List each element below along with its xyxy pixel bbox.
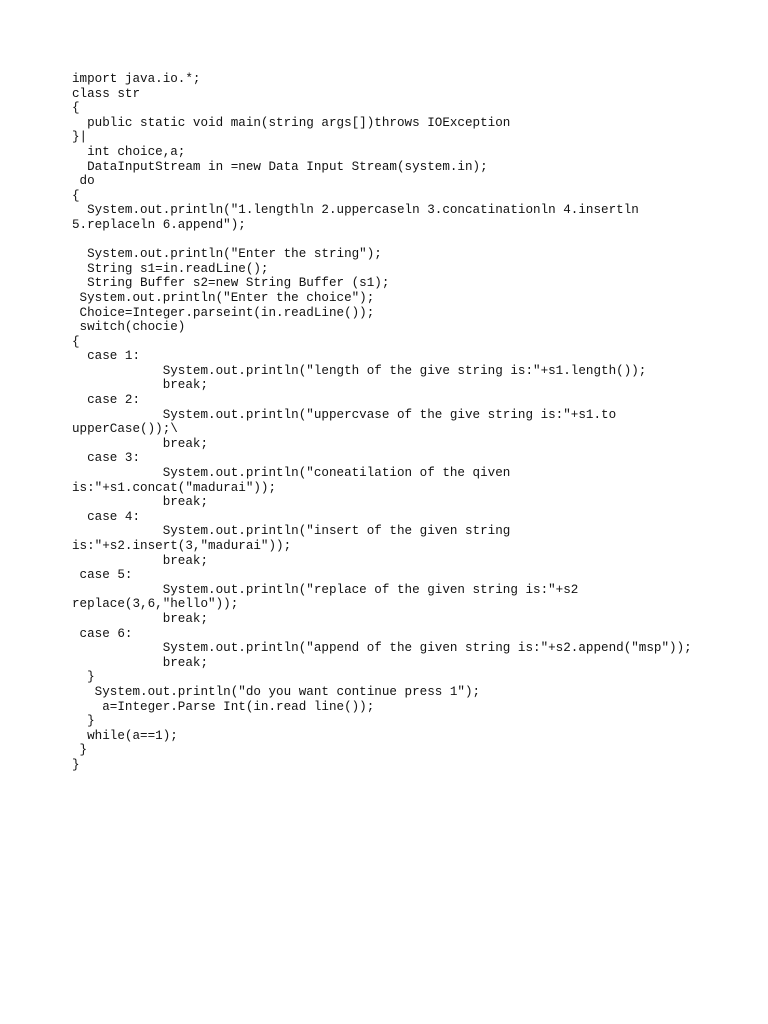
code-line: System.out.println("replace of the given string is:"+s2 xyxy=(72,582,579,597)
code-line: System.out.println("Enter the choice"); xyxy=(72,290,375,305)
code-line: { xyxy=(72,334,80,349)
code-line: case 3: xyxy=(72,451,141,466)
code-line: } xyxy=(72,714,95,729)
code-line: String Buffer s2=new String Buffer (s1); xyxy=(72,276,390,291)
code-line: break; xyxy=(72,378,209,393)
code-line: class str xyxy=(72,86,141,101)
code-line: System.out.println("length of the give string is:"+s1.length()); xyxy=(72,363,647,378)
code-line: System.out.println("insert of the given string xyxy=(72,524,511,539)
code-line: case 1: xyxy=(72,349,141,364)
code-line: case 5: xyxy=(72,568,133,583)
code-line: } xyxy=(72,743,88,758)
code-line: break; xyxy=(72,553,209,568)
code-listing xyxy=(72,72,752,773)
code-line: Choice=Integer.parseint(in.readLine()); xyxy=(72,305,375,320)
code-line: switch(chocie) xyxy=(72,320,186,335)
code-line: { xyxy=(72,188,80,203)
code-line: a=Integer.Parse Int(in.read line()); xyxy=(72,699,375,714)
code-line: while(a==1); xyxy=(72,728,178,743)
code-line: case 2: xyxy=(72,393,141,408)
code-line: is:"+s1.concat("madurai")); xyxy=(72,480,277,495)
code-line: }| xyxy=(72,130,88,145)
code-line: String s1=in.readLine(); xyxy=(72,261,269,276)
code-line: break; xyxy=(72,611,209,626)
code-line: replace(3,6,"hello")); xyxy=(72,597,239,612)
code-line: public static void main(string args[])throws IOException xyxy=(72,115,511,130)
code-line: System.out.println("append of the given string is:"+s2.append("msp")); xyxy=(72,641,692,656)
code-line: { xyxy=(72,101,80,116)
code-line: upperCase());\ xyxy=(72,422,178,437)
code-line: break; xyxy=(72,436,209,451)
code-line: System.out.println("Enter the string"); xyxy=(72,247,382,262)
code-line: do xyxy=(72,174,95,189)
code-line: System.out.println("do you want continue press 1"); xyxy=(72,684,481,699)
code-line: System.out.println("uppercvase of the give string is:"+s1.to xyxy=(72,407,617,422)
code-line: System.out.println("1.lengthln 2.uppercaseln 3.concatinationln 4.insertln xyxy=(72,203,639,218)
code-line: is:"+s2.insert(3,"madurai")); xyxy=(72,539,292,553)
code-line: import java.io.*; xyxy=(72,72,201,86)
code-line: break; xyxy=(72,655,209,670)
code-line: break; xyxy=(72,495,209,510)
code-line: 5.replaceln 6.append"); xyxy=(72,217,246,232)
code-line: DataInputStream in =new Data Input Stream(system.in); xyxy=(72,159,488,174)
code-line: System.out.println("coneatilation of the qiven xyxy=(72,466,511,481)
code-line: case 6: xyxy=(72,626,133,641)
code-line: case 4: xyxy=(72,509,141,524)
code-line: } xyxy=(72,757,80,772)
code-line: int choice,a; xyxy=(72,144,186,159)
code-line: } xyxy=(72,670,95,685)
code-line xyxy=(72,233,752,248)
